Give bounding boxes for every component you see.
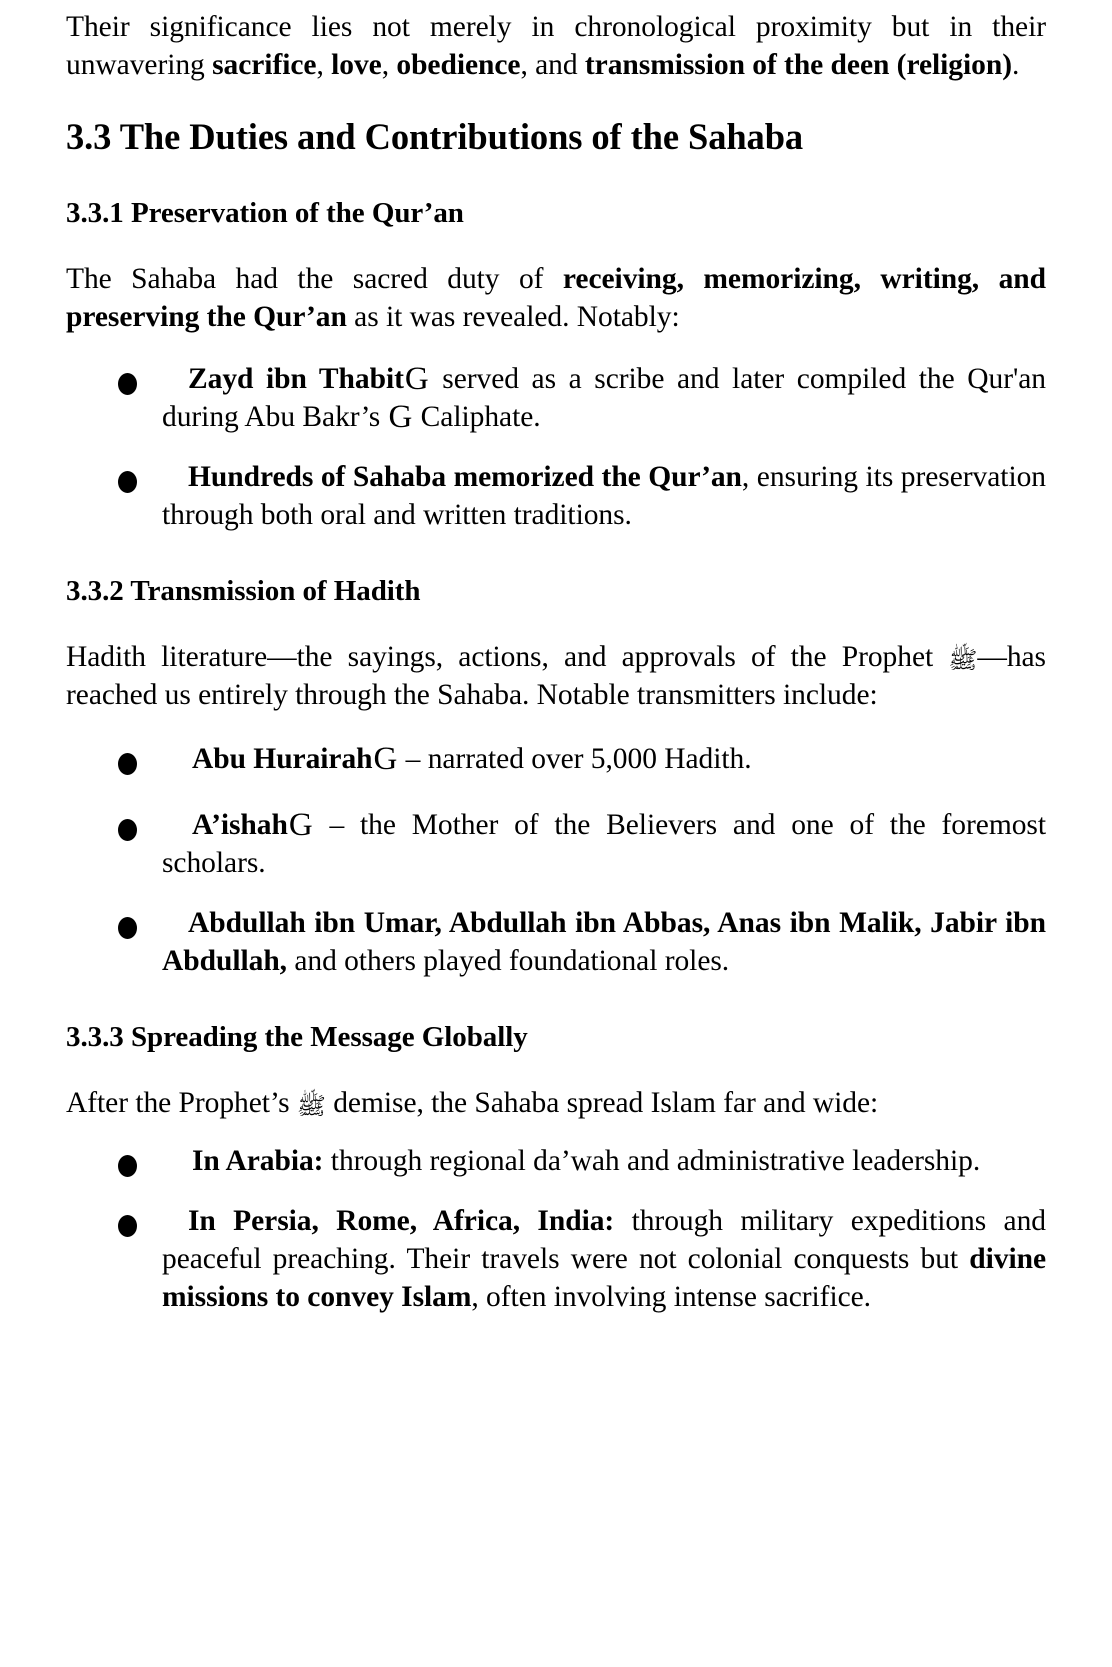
intro-331-part-2: as it was revealed. Notably:	[346, 301, 680, 333]
list-item-text	[162, 1142, 1046, 1180]
list-item	[66, 360, 1046, 436]
intro-text-part-4: , and	[520, 49, 585, 81]
list-item	[66, 1202, 1046, 1316]
subsection-heading-3-3-1: 3.3.1 Preservation of the Qur’an	[66, 197, 464, 229]
intro-text-part-5: .	[1011, 49, 1020, 81]
spacer	[66, 160, 1046, 194]
spacer	[66, 980, 1046, 1018]
intro-text-part-3: ,	[381, 49, 397, 81]
bullet-list-3-3-3	[66, 1142, 1046, 1316]
bullet-bold-lead: Zayd ibn Thabit	[188, 363, 404, 395]
spacer	[66, 1056, 1046, 1084]
list-item	[66, 458, 1046, 534]
honorific-sallallahu-alayhi-wasallam-glyph: ﷺ	[296, 1092, 326, 1120]
subsection-heading-3-3-3: 3.3.3 Spreading the Message Globally	[66, 1021, 528, 1053]
bullet-bold-lead: In Persia, Rome, Africa, India:	[188, 1205, 615, 1237]
intro-bold-transmission: transmission of the deen (religion)	[584, 49, 1012, 81]
bullet-rest-2: Caliphate.	[413, 401, 541, 433]
spacer	[66, 714, 1046, 740]
spacer	[66, 610, 1046, 638]
bullet-rest-1: and others played foundational roles.	[287, 945, 730, 977]
spacer	[66, 436, 1046, 458]
bullet-list-3-3-1	[66, 360, 1046, 534]
spacer	[66, 232, 1046, 260]
spacer	[66, 534, 1046, 572]
bullet-rest-1: served as a scribe and later compiled the Qur'an during Abu Bakr’s	[162, 363, 1046, 433]
list-item	[66, 740, 1046, 778]
bullet-dot-icon	[118, 753, 137, 775]
bullet-dot-icon	[118, 1215, 137, 1237]
list-item	[66, 904, 1046, 980]
section-heading-3-3: 3.3 The Duties and Contributions of the Sahaba	[66, 116, 804, 157]
intro-331-bold: receiving, memorizing, writing, and preserving the Qur’an	[66, 263, 1047, 333]
list-item	[66, 1142, 1046, 1180]
list-item-text	[162, 740, 1046, 778]
bullet-list-3-3-2	[66, 740, 1046, 980]
honorific-radiyallahu-anhu-glyph: G	[288, 807, 313, 843]
intro-bold-obedience: obedience	[396, 49, 521, 81]
bullet-rest-1: , ensuring its preservation through both oral and written traditions.	[162, 461, 1046, 531]
bullet-bold-mid: divine missions to convey Islam	[162, 1243, 1046, 1313]
bullet-bold-lead: Hundreds of Sahaba memorized the Qur’an	[188, 461, 742, 493]
intro-331-part-1: The Sahaba had the sacred duty of	[66, 263, 563, 295]
list-item-text	[162, 360, 1046, 436]
intro-text-part-2: ,	[316, 49, 332, 81]
bullet-bold-lead: A’ishah	[192, 809, 288, 841]
list-item	[66, 806, 1046, 882]
intro-bold-love: love	[331, 49, 382, 81]
subsection-heading-3-3-2: 3.3.2 Transmission of Hadith	[66, 575, 421, 607]
honorific-radiyallahu-anhu-glyph: G	[404, 361, 429, 397]
list-item-text	[162, 458, 1046, 534]
bullet-dot-icon	[118, 471, 137, 493]
list-item-text	[162, 806, 1046, 882]
intro-paragraph	[66, 8, 1046, 84]
list-item-text	[162, 1202, 1046, 1316]
bullet-dot-icon	[118, 819, 137, 841]
bullet-rest-1: through military expeditions and peaceful preaching. Their travels were not colonial conquests but	[162, 1205, 1046, 1275]
bullet-dot-icon	[118, 373, 137, 395]
intro-text-part-1: Their significance lies not merely in chronological proximity but in their unwavering	[66, 11, 1046, 81]
spacer	[66, 1122, 1046, 1142]
bullet-bold-lead: In Arabia:	[192, 1145, 324, 1177]
subsection-3-3-3-intro	[66, 1084, 1046, 1122]
spacer	[66, 1180, 1046, 1202]
intro-332-part-2: —has reached us entirely through the Sahaba. Notable transmitters include:	[66, 641, 1046, 711]
spacer	[66, 84, 1046, 114]
intro-bold-sacrifice: sacrifice	[212, 49, 317, 81]
bullet-dot-icon	[118, 1155, 137, 1177]
spacer	[66, 336, 1046, 360]
bullet-bold-lead: Abu Hurairah	[192, 743, 373, 775]
bullet-dot-icon	[118, 917, 137, 939]
honorific-radiyallahu-anhu-glyph: G	[373, 741, 398, 777]
honorific-radiyallahu-anhu-glyph: G	[388, 399, 413, 435]
bullet-rest-1: – narrated over 5,000 Hadith.	[398, 743, 752, 775]
subsection-3-3-2-intro	[66, 638, 1046, 714]
spacer	[66, 882, 1046, 904]
intro-332-part-1: Hadith literature—the sayings, actions, and approvals of the Prophet	[66, 641, 949, 673]
list-item-text	[162, 904, 1046, 980]
intro-333-part-1: After the Prophet’s	[66, 1087, 297, 1119]
subsection-3-3-1-intro	[66, 260, 1046, 336]
bullet-rest-2: , often involving intense sacrifice.	[471, 1281, 871, 1313]
bullet-rest-1: through regional da’wah and administrative leadership.	[323, 1145, 981, 1177]
honorific-sallallahu-alayhi-wasallam-glyph: ﷺ	[948, 646, 978, 674]
spacer	[66, 778, 1046, 806]
intro-333-part-2: demise, the Sahaba spread Islam far and wide:	[325, 1087, 879, 1119]
bullet-rest-1: – the Mother of the Believers and one of the foremost scholars.	[162, 809, 1046, 879]
bullet-bold-lead: Abdullah ibn Umar, Abdullah ibn Abbas, Anas ibn Malik, Jabir ibn Abdullah,	[162, 907, 1046, 977]
